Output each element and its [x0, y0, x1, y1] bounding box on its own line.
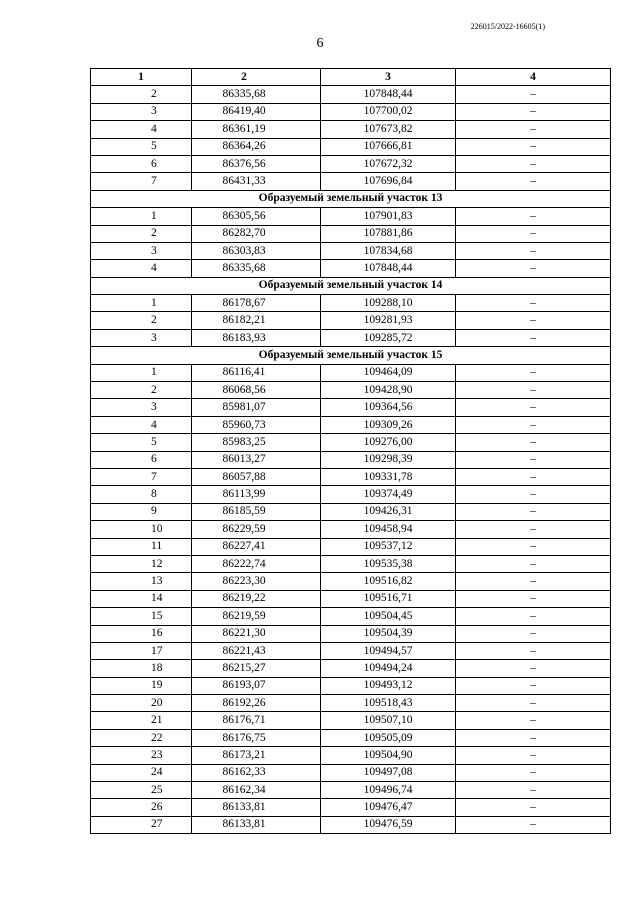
table-row [91, 173, 611, 190]
note-cell: – [456, 729, 611, 746]
x-coordinate: 86303,83 [192, 242, 321, 259]
x-coordinate: 86376,56 [192, 155, 321, 172]
y-coordinate: 109276,00 [321, 434, 456, 451]
note-cell: – [456, 103, 611, 120]
table-row [91, 695, 611, 712]
x-coordinate: 86178,67 [192, 295, 321, 312]
note-cell: – [456, 503, 611, 520]
table-row [91, 434, 611, 451]
column-header: 4 [456, 69, 611, 86]
x-coordinate: 86113,99 [192, 486, 321, 503]
y-coordinate: 109505,09 [321, 729, 456, 746]
x-coordinate: 86193,07 [192, 677, 321, 694]
y-coordinate: 109285,72 [321, 329, 456, 346]
point-number: 5 [91, 138, 192, 155]
point-number: 27 [91, 816, 192, 833]
point-number: 20 [91, 695, 192, 712]
x-coordinate: 86057,88 [192, 468, 321, 485]
point-number: 22 [91, 729, 192, 746]
note-cell: – [456, 538, 611, 555]
note-cell: – [456, 486, 611, 503]
table-row [91, 382, 611, 399]
x-coordinate: 86222,74 [192, 555, 321, 572]
x-coordinate: 85960,73 [192, 416, 321, 433]
point-number: 15 [91, 608, 192, 625]
note-cell: – [456, 295, 611, 312]
point-number: 2 [91, 382, 192, 399]
note-cell: – [456, 608, 611, 625]
point-number: 1 [91, 364, 192, 381]
coordinates-table [90, 68, 611, 834]
x-coordinate: 86219,22 [192, 590, 321, 607]
table-row [91, 816, 611, 833]
note-cell: – [456, 329, 611, 346]
table-row [91, 399, 611, 416]
x-coordinate: 86335,68 [192, 86, 321, 103]
y-coordinate: 109494,24 [321, 660, 456, 677]
table-row [91, 573, 611, 590]
y-coordinate: 109496,74 [321, 782, 456, 799]
note-cell: – [456, 573, 611, 590]
x-coordinate: 86162,33 [192, 764, 321, 781]
note-cell: – [456, 451, 611, 468]
note-cell: – [456, 364, 611, 381]
table-row [91, 747, 611, 764]
point-number: 21 [91, 712, 192, 729]
table-row [91, 295, 611, 312]
y-coordinate: 109476,47 [321, 799, 456, 816]
x-coordinate: 85983,25 [192, 434, 321, 451]
column-header: 3 [321, 69, 456, 86]
section-title: Образуемый земельный участок 13 [91, 190, 611, 207]
point-number: 23 [91, 747, 192, 764]
point-number: 19 [91, 677, 192, 694]
x-coordinate: 86185,59 [192, 503, 321, 520]
y-coordinate: 109331,78 [321, 468, 456, 485]
section-title-row [91, 347, 611, 364]
section-title-row [91, 277, 611, 294]
table-row [91, 729, 611, 746]
note-cell: – [456, 642, 611, 659]
point-number: 10 [91, 521, 192, 538]
note-cell: – [456, 225, 611, 242]
y-coordinate: 109374,49 [321, 486, 456, 503]
table-row [91, 799, 611, 816]
table-row [91, 555, 611, 572]
note-cell: – [456, 155, 611, 172]
table-row [91, 451, 611, 468]
table-body [91, 69, 611, 834]
y-coordinate: 109537,12 [321, 538, 456, 555]
table-row [91, 660, 611, 677]
note-cell: – [456, 764, 611, 781]
point-number: 1 [91, 295, 192, 312]
table-row [91, 86, 611, 103]
y-coordinate: 107696,84 [321, 173, 456, 190]
x-coordinate: 86176,71 [192, 712, 321, 729]
x-coordinate: 86221,43 [192, 642, 321, 659]
note-cell: – [456, 660, 611, 677]
point-number: 8 [91, 486, 192, 503]
point-number: 25 [91, 782, 192, 799]
note-cell: – [456, 712, 611, 729]
table-row [91, 468, 611, 485]
point-number: 2 [91, 86, 192, 103]
y-coordinate: 109504,45 [321, 608, 456, 625]
y-coordinate: 109493,12 [321, 677, 456, 694]
x-coordinate: 86419,40 [192, 103, 321, 120]
y-coordinate: 109494,57 [321, 642, 456, 659]
table-row [91, 242, 611, 259]
note-cell: – [456, 416, 611, 433]
table-row [91, 608, 611, 625]
point-number: 3 [91, 242, 192, 259]
note-cell: – [456, 677, 611, 694]
x-coordinate: 85981,07 [192, 399, 321, 416]
y-coordinate: 107672,32 [321, 155, 456, 172]
y-coordinate: 109364,56 [321, 399, 456, 416]
table-row [91, 764, 611, 781]
note-cell: – [456, 590, 611, 607]
table-row [91, 486, 611, 503]
table-row [91, 677, 611, 694]
note-cell: – [456, 312, 611, 329]
table-row [91, 538, 611, 555]
y-coordinate: 107901,83 [321, 208, 456, 225]
x-coordinate: 86215,27 [192, 660, 321, 677]
y-coordinate: 109504,90 [321, 747, 456, 764]
y-coordinate: 109516,71 [321, 590, 456, 607]
y-coordinate: 109281,93 [321, 312, 456, 329]
note-cell: – [456, 468, 611, 485]
point-number: 4 [91, 121, 192, 138]
point-number: 12 [91, 555, 192, 572]
table-row [91, 208, 611, 225]
point-number: 6 [91, 155, 192, 172]
point-number: 14 [91, 590, 192, 607]
column-header: 1 [91, 69, 192, 86]
note-cell: – [456, 747, 611, 764]
x-coordinate: 86162,34 [192, 782, 321, 799]
y-coordinate: 109535,38 [321, 555, 456, 572]
x-coordinate: 86176,75 [192, 729, 321, 746]
y-coordinate: 109298,39 [321, 451, 456, 468]
x-coordinate: 86013,27 [192, 451, 321, 468]
table-row [91, 260, 611, 277]
section-title-row [91, 190, 611, 207]
table-row [91, 103, 611, 120]
x-coordinate: 86116,41 [192, 364, 321, 381]
table-header-row [91, 69, 611, 86]
table-row [91, 329, 611, 346]
y-coordinate: 107848,44 [321, 260, 456, 277]
y-coordinate: 107673,82 [321, 121, 456, 138]
table-row [91, 121, 611, 138]
note-cell: – [456, 782, 611, 799]
y-coordinate: 109518,43 [321, 695, 456, 712]
x-coordinate: 86068,56 [192, 382, 321, 399]
y-coordinate: 109464,09 [321, 364, 456, 381]
table-row [91, 590, 611, 607]
table-row [91, 712, 611, 729]
note-cell: – [456, 382, 611, 399]
x-coordinate: 86219,59 [192, 608, 321, 625]
document-number: 226015/2022-16605(1) [470, 22, 545, 31]
table-row [91, 364, 611, 381]
x-coordinate: 86223,30 [192, 573, 321, 590]
x-coordinate: 86305,56 [192, 208, 321, 225]
x-coordinate: 86183,93 [192, 329, 321, 346]
point-number: 24 [91, 764, 192, 781]
x-coordinate: 86221,30 [192, 625, 321, 642]
point-number: 7 [91, 173, 192, 190]
x-coordinate: 86173,21 [192, 747, 321, 764]
y-coordinate: 107700,02 [321, 103, 456, 120]
y-coordinate: 109504,39 [321, 625, 456, 642]
note-cell: – [456, 555, 611, 572]
note-cell: – [456, 434, 611, 451]
note-cell: – [456, 242, 611, 259]
x-coordinate: 86192,26 [192, 695, 321, 712]
x-coordinate: 86133,81 [192, 799, 321, 816]
table-row [91, 416, 611, 433]
point-number: 7 [91, 468, 192, 485]
note-cell: – [456, 138, 611, 155]
x-coordinate: 86431,33 [192, 173, 321, 190]
note-cell: – [456, 121, 611, 138]
point-number: 17 [91, 642, 192, 659]
y-coordinate: 107848,44 [321, 86, 456, 103]
x-coordinate: 86335,68 [192, 260, 321, 277]
note-cell: – [456, 399, 611, 416]
x-coordinate: 86282,70 [192, 225, 321, 242]
point-number: 18 [91, 660, 192, 677]
point-number: 3 [91, 329, 192, 346]
note-cell: – [456, 521, 611, 538]
x-coordinate: 86133,81 [192, 816, 321, 833]
note-cell: – [456, 260, 611, 277]
point-number: 1 [91, 208, 192, 225]
x-coordinate: 86361,19 [192, 121, 321, 138]
note-cell: – [456, 799, 611, 816]
note-cell: – [456, 208, 611, 225]
y-coordinate: 109476,59 [321, 816, 456, 833]
section-title: Образуемый земельный участок 15 [91, 347, 611, 364]
table-row [91, 625, 611, 642]
point-number: 3 [91, 399, 192, 416]
note-cell: – [456, 86, 611, 103]
point-number: 16 [91, 625, 192, 642]
note-cell: – [456, 695, 611, 712]
y-coordinate: 107881,86 [321, 225, 456, 242]
point-number: 2 [91, 225, 192, 242]
x-coordinate: 86182,21 [192, 312, 321, 329]
point-number: 3 [91, 103, 192, 120]
table-row [91, 138, 611, 155]
page-number: 6 [316, 36, 324, 51]
table-row [91, 503, 611, 520]
column-header: 2 [192, 69, 321, 86]
point-number: 6 [91, 451, 192, 468]
y-coordinate: 109426,31 [321, 503, 456, 520]
x-coordinate: 86364,26 [192, 138, 321, 155]
y-coordinate: 109516,82 [321, 573, 456, 590]
point-number: 13 [91, 573, 192, 590]
table-row [91, 782, 611, 799]
y-coordinate: 107834,68 [321, 242, 456, 259]
y-coordinate: 109458,94 [321, 521, 456, 538]
x-coordinate: 86227,41 [192, 538, 321, 555]
point-number: 5 [91, 434, 192, 451]
x-coordinate: 86229,59 [192, 521, 321, 538]
table-row [91, 225, 611, 242]
y-coordinate: 107666,81 [321, 138, 456, 155]
section-title: Образуемый земельный участок 14 [91, 277, 611, 294]
note-cell: – [456, 816, 611, 833]
table-row [91, 521, 611, 538]
table-row [91, 155, 611, 172]
point-number: 9 [91, 503, 192, 520]
y-coordinate: 109428,90 [321, 382, 456, 399]
y-coordinate: 109507,10 [321, 712, 456, 729]
table-row [91, 312, 611, 329]
point-number: 4 [91, 260, 192, 277]
y-coordinate: 109497,08 [321, 764, 456, 781]
note-cell: – [456, 173, 611, 190]
point-number: 11 [91, 538, 192, 555]
point-number: 26 [91, 799, 192, 816]
note-cell: – [456, 625, 611, 642]
table-row [91, 642, 611, 659]
y-coordinate: 109288,10 [321, 295, 456, 312]
point-number: 2 [91, 312, 192, 329]
point-number: 4 [91, 416, 192, 433]
y-coordinate: 109309,26 [321, 416, 456, 433]
